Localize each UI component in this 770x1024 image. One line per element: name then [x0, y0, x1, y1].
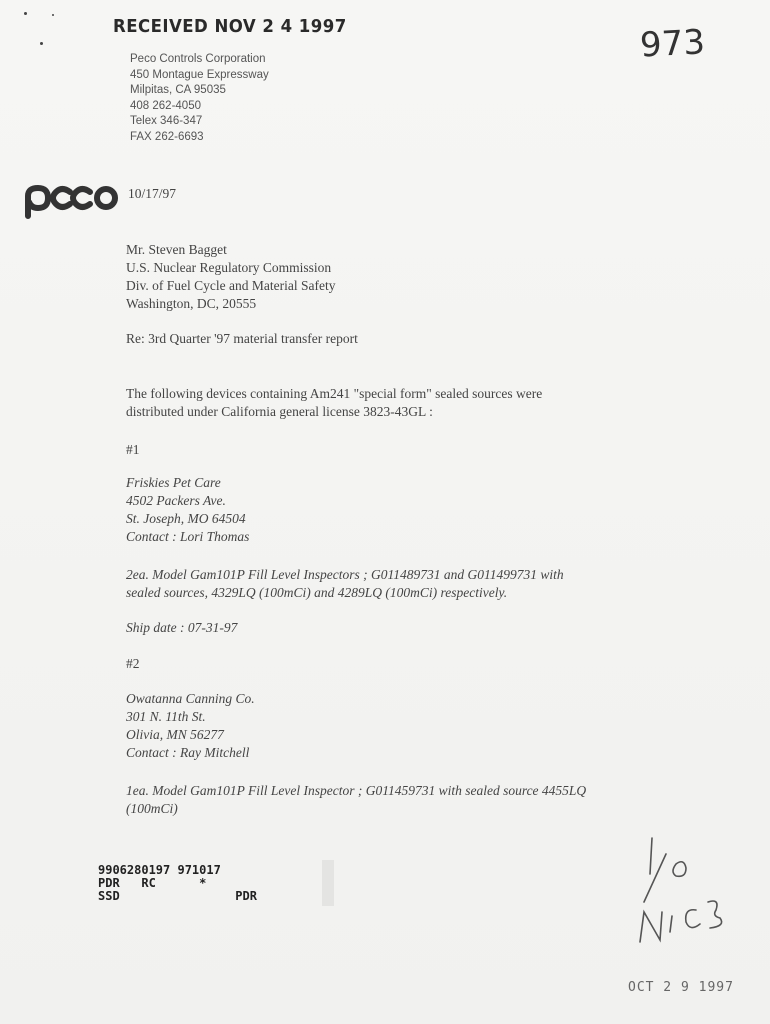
intro-line: distributed under California general license 3823-43GL :: [126, 404, 433, 419]
peco-logo: [18, 182, 122, 222]
letterhead: [130, 52, 269, 145]
detail-line: 2ea. Model Gam101P Fill Level Inspectors ; G011489731 and G011499731 with: [126, 567, 564, 582]
code-line: PDR RC *: [98, 876, 207, 890]
item2-address: [126, 690, 255, 762]
subject-line: Re: 3rd Quarter '97 material transfer report: [126, 331, 358, 346]
intro-paragraph: [126, 385, 542, 421]
phone: 408 262-4050: [130, 99, 201, 112]
code-line: 9906280197 971017: [98, 863, 221, 877]
fax: FAX 262-6693: [130, 130, 204, 143]
ship-date: Ship date : 07-31-97: [126, 620, 238, 635]
code-line: SSD PDR: [98, 889, 257, 903]
address-line: Olivia, MN 56277: [126, 727, 224, 742]
speck: [24, 12, 27, 15]
address-line: St. Joseph, MO 64504: [126, 511, 246, 526]
document-control-code: [98, 864, 257, 903]
letter-date: 10/17/97: [128, 186, 177, 201]
item-number: #2: [126, 656, 140, 671]
recipient-address: [126, 241, 335, 313]
item1-detail: [126, 566, 564, 602]
recipient-line: Mr. Steven Bagget: [126, 242, 227, 257]
date-received-stamp: OCT 2 9 1997: [628, 980, 734, 995]
company-name: Peco Controls Corporation: [130, 53, 266, 65]
handwritten-mark: [630, 832, 750, 952]
handwritten-number: 973: [638, 22, 706, 66]
scan-smudge: [322, 860, 334, 906]
speck: [52, 14, 54, 16]
recipient-line: Washington, DC, 20555: [126, 296, 257, 311]
address-line: Contact : Ray Mitchell: [126, 745, 250, 760]
speck: [40, 42, 43, 45]
item2-detail: [126, 782, 586, 818]
address-line: 4502 Packers Ave.: [126, 493, 226, 508]
recipient-line: Div. of Fuel Cycle and Material Safety: [126, 278, 336, 293]
intro-line: The following devices containing Am241 "special form" sealed sources were: [126, 386, 543, 401]
address-line: Owatanna Canning Co.: [126, 691, 255, 706]
detail-line: sealed sources, 4329LQ (100mCi) and 4289LQ (100mCi) respectively.: [126, 585, 508, 600]
telex: Telex 346-347: [130, 115, 203, 127]
item1-address: [126, 474, 249, 546]
address-line: 301 N. 11th St.: [126, 709, 206, 724]
address-line: 450 Montague Expressway: [130, 68, 269, 81]
address-line: Contact : Lori Thomas: [126, 529, 250, 544]
address-line: Milpitas, CA 95035: [130, 84, 226, 96]
detail-line: 1ea. Model Gam101P Fill Level Inspector ; G011459731 with sealed source 4455LQ: [126, 783, 587, 798]
recipient-line: U.S. Nuclear Regulatory Commission: [126, 260, 332, 275]
address-line: Friskies Pet Care: [126, 475, 221, 490]
item-number: #1: [126, 442, 140, 457]
detail-line: (100mCi): [126, 801, 178, 816]
received-stamp: RECEIVED NOV 2 4 1997: [113, 16, 347, 37]
